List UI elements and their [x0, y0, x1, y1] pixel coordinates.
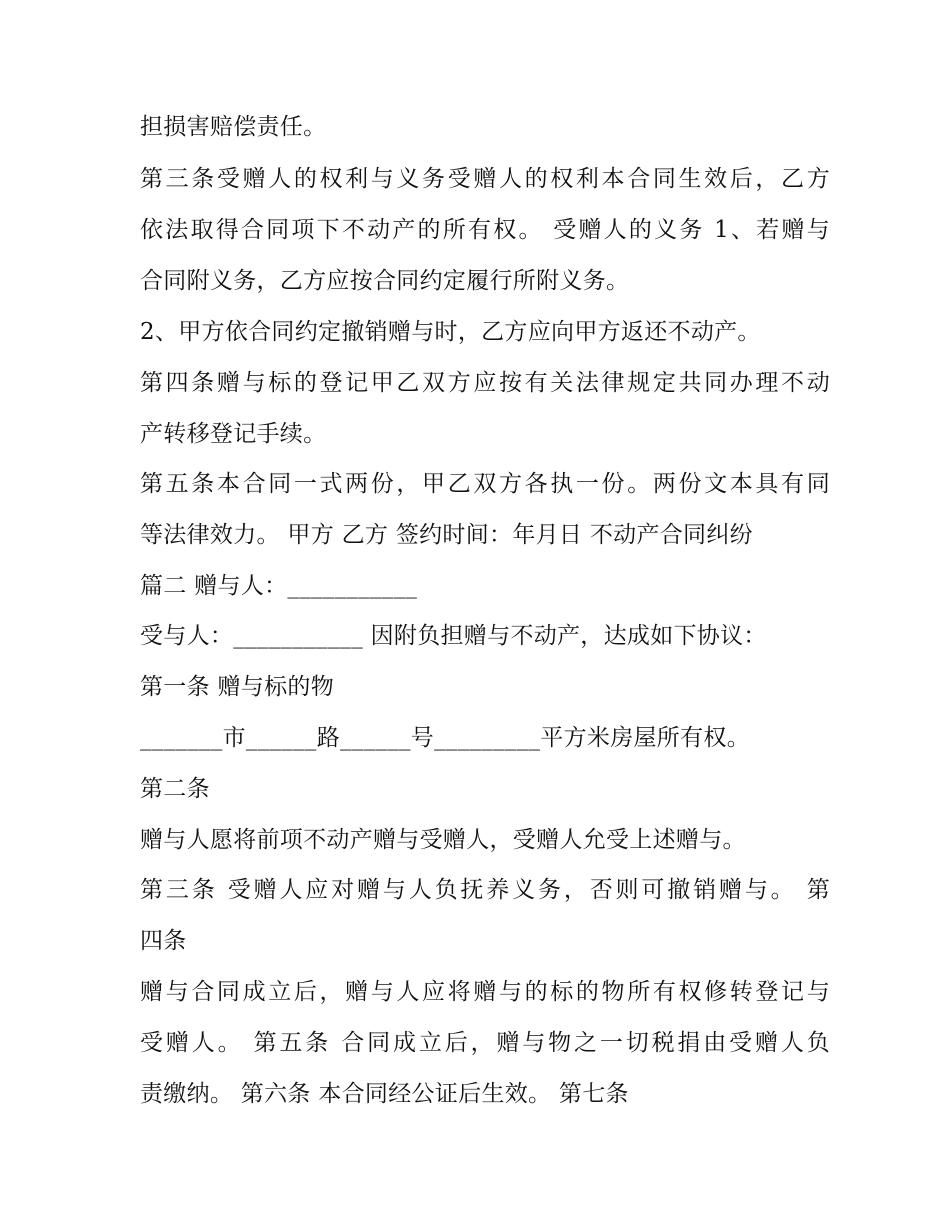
text-line: 合同附义务，乙方应按合同约定履行所附义务。 — [140, 268, 630, 294]
text-line: 担损害赔偿责任。 — [140, 114, 327, 140]
text-line: 受赠人。 第五条 合同成立后，赠与物之一切税捐由受赠人负 — [140, 1030, 830, 1056]
text-line: 依法取得合同项下不动产的所有权。 受赠人的义务 1、若赠与 — [140, 217, 830, 243]
text-line: 责缴纳。 第六条 本合同经公证后生效。 第七条 — [140, 1081, 629, 1107]
text-line: 四条 — [140, 928, 187, 954]
text-line: 篇二 赠与人：___________ — [140, 573, 418, 599]
text-line: _______市______路______号_________平方米房屋所有权。 — [140, 725, 750, 751]
text-line: 第三条 受赠人应对赠与人负抚养义务，否则可撤销赠与。 第 — [140, 877, 830, 903]
text-line: 赠与合同成立后，赠与人应将赠与的标的物所有权修转登记与 — [140, 979, 830, 1005]
text-line: 第二条 — [140, 776, 210, 802]
text-line: 受与人：___________ 因附负担赠与不动产，达成如下协议： — [140, 623, 767, 649]
text-line: 2、甲方依合同约定撤销赠与时，乙方应向甲方返还不动产。 — [140, 319, 761, 345]
text-line: 第三条受赠人的权利与义务受赠人的权利本合同生效后，乙方 — [140, 166, 830, 192]
text-line: 赠与人愿将前项不动产赠与受赠人，受赠人允受上述赠与。 — [140, 827, 746, 853]
text-line: 等法律效力。 甲方 乙方 签约时间：年月日 不动产合同纠纷 — [140, 522, 753, 548]
text-line: 第一条 赠与标的物 — [140, 674, 335, 700]
text-line: 第五条本合同一式两份，甲乙双方各执一份。两份文本具有同 — [140, 471, 830, 497]
text-line: 产转移登记手续。 — [140, 421, 327, 447]
text-line: 第四条赠与标的登记甲乙双方应按有关法律规定共同办理不动 — [140, 370, 830, 396]
